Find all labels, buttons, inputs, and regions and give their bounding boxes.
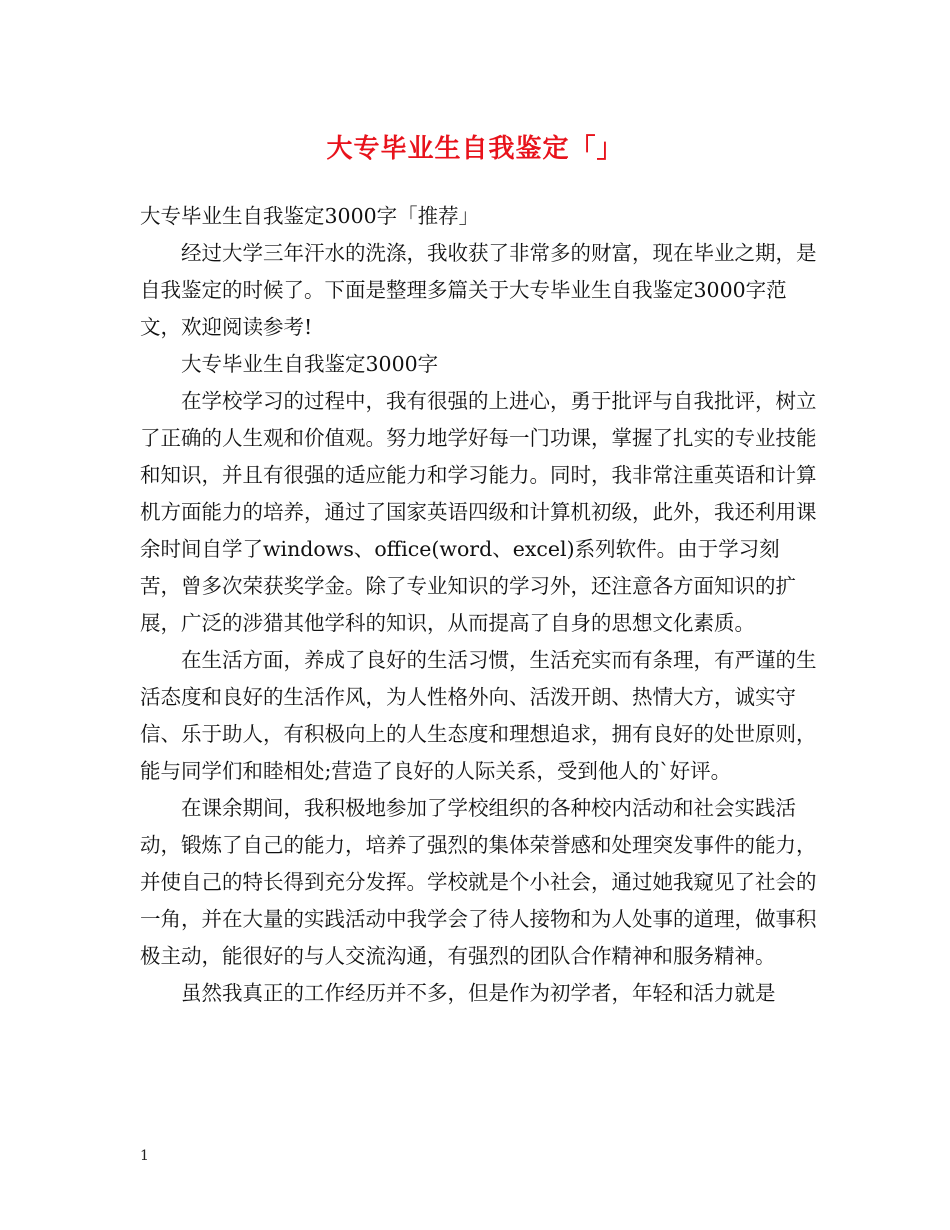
paragraph-activities: 在课余期间，我积极地参加了学校组织的各种校内活动和社会实践活动，锻炼了自己的能力，培养了强烈的集体荣誉感和处理突发事件的能力，并使自己的特长得到充分发挥。学校就是个小社会，通过她我窥见了社会的一角，并在大量的实践活动中我学会了待人接物和为人处事的道理，做事积极主动，能很好的与人交流沟通，有强烈的团队合作精神和服务精神。 (140, 796, 817, 968)
document-title: 大专毕业生自我鉴定「」 (326, 134, 624, 164)
paragraph-study: 在学校学习的过程中，我有很强的上进心，勇于批评与自我批评，树立了正确的人生观和价值观。努力地学好每一门功课，掌握了扎实的专业技能和知识，并且有很强的适应能力和学习能力。同时，我非常注重英语和计算机方面能力的培养，通过了国家英语四级和计算机初级，此外，我还利用课余时间自学了windows、office(word、excel)系列软件。由于学习刻苦，曾多次荣获奖学金。除了专业知识的学习外，还注意各方面知识的扩展，广泛的涉猎其他学科的知识，从而提高了自身的思想文化素质。 (140, 389, 817, 635)
paragraph-subtitle: 大专毕业生自我鉴定3000字「推荐」 (140, 204, 480, 228)
paragraph-intro: 经过大学三年汗水的洗涤，我收获了非常多的财富，现在毕业之期，是自我鉴定的时候了。下面是整理多篇关于大专毕业生自我鉴定3000字范文，欢迎阅读参考! (140, 241, 817, 339)
document-body (140, 198, 820, 1012)
paragraph-work: 虽然我真正的工作经历并不多，但是作为初学者，年轻和活力就是 (181, 981, 776, 1005)
paragraph-heading: 大专毕业生自我鉴定3000字 (181, 352, 439, 376)
paragraph-life: 在生活方面，养成了良好的生活习惯，生活充实而有条理，有严谨的生活态度和良好的生活作风，为人性格外向、活泼开朗、热情大方，诚实守信、乐于助人，有积极向上的人生态度和理想追求，拥有良好的处世原则，能与同学们和睦相处;营造了良好的人际关系，受到他人的`好评。 (140, 648, 817, 783)
page-number: 1 (140, 1148, 149, 1164)
